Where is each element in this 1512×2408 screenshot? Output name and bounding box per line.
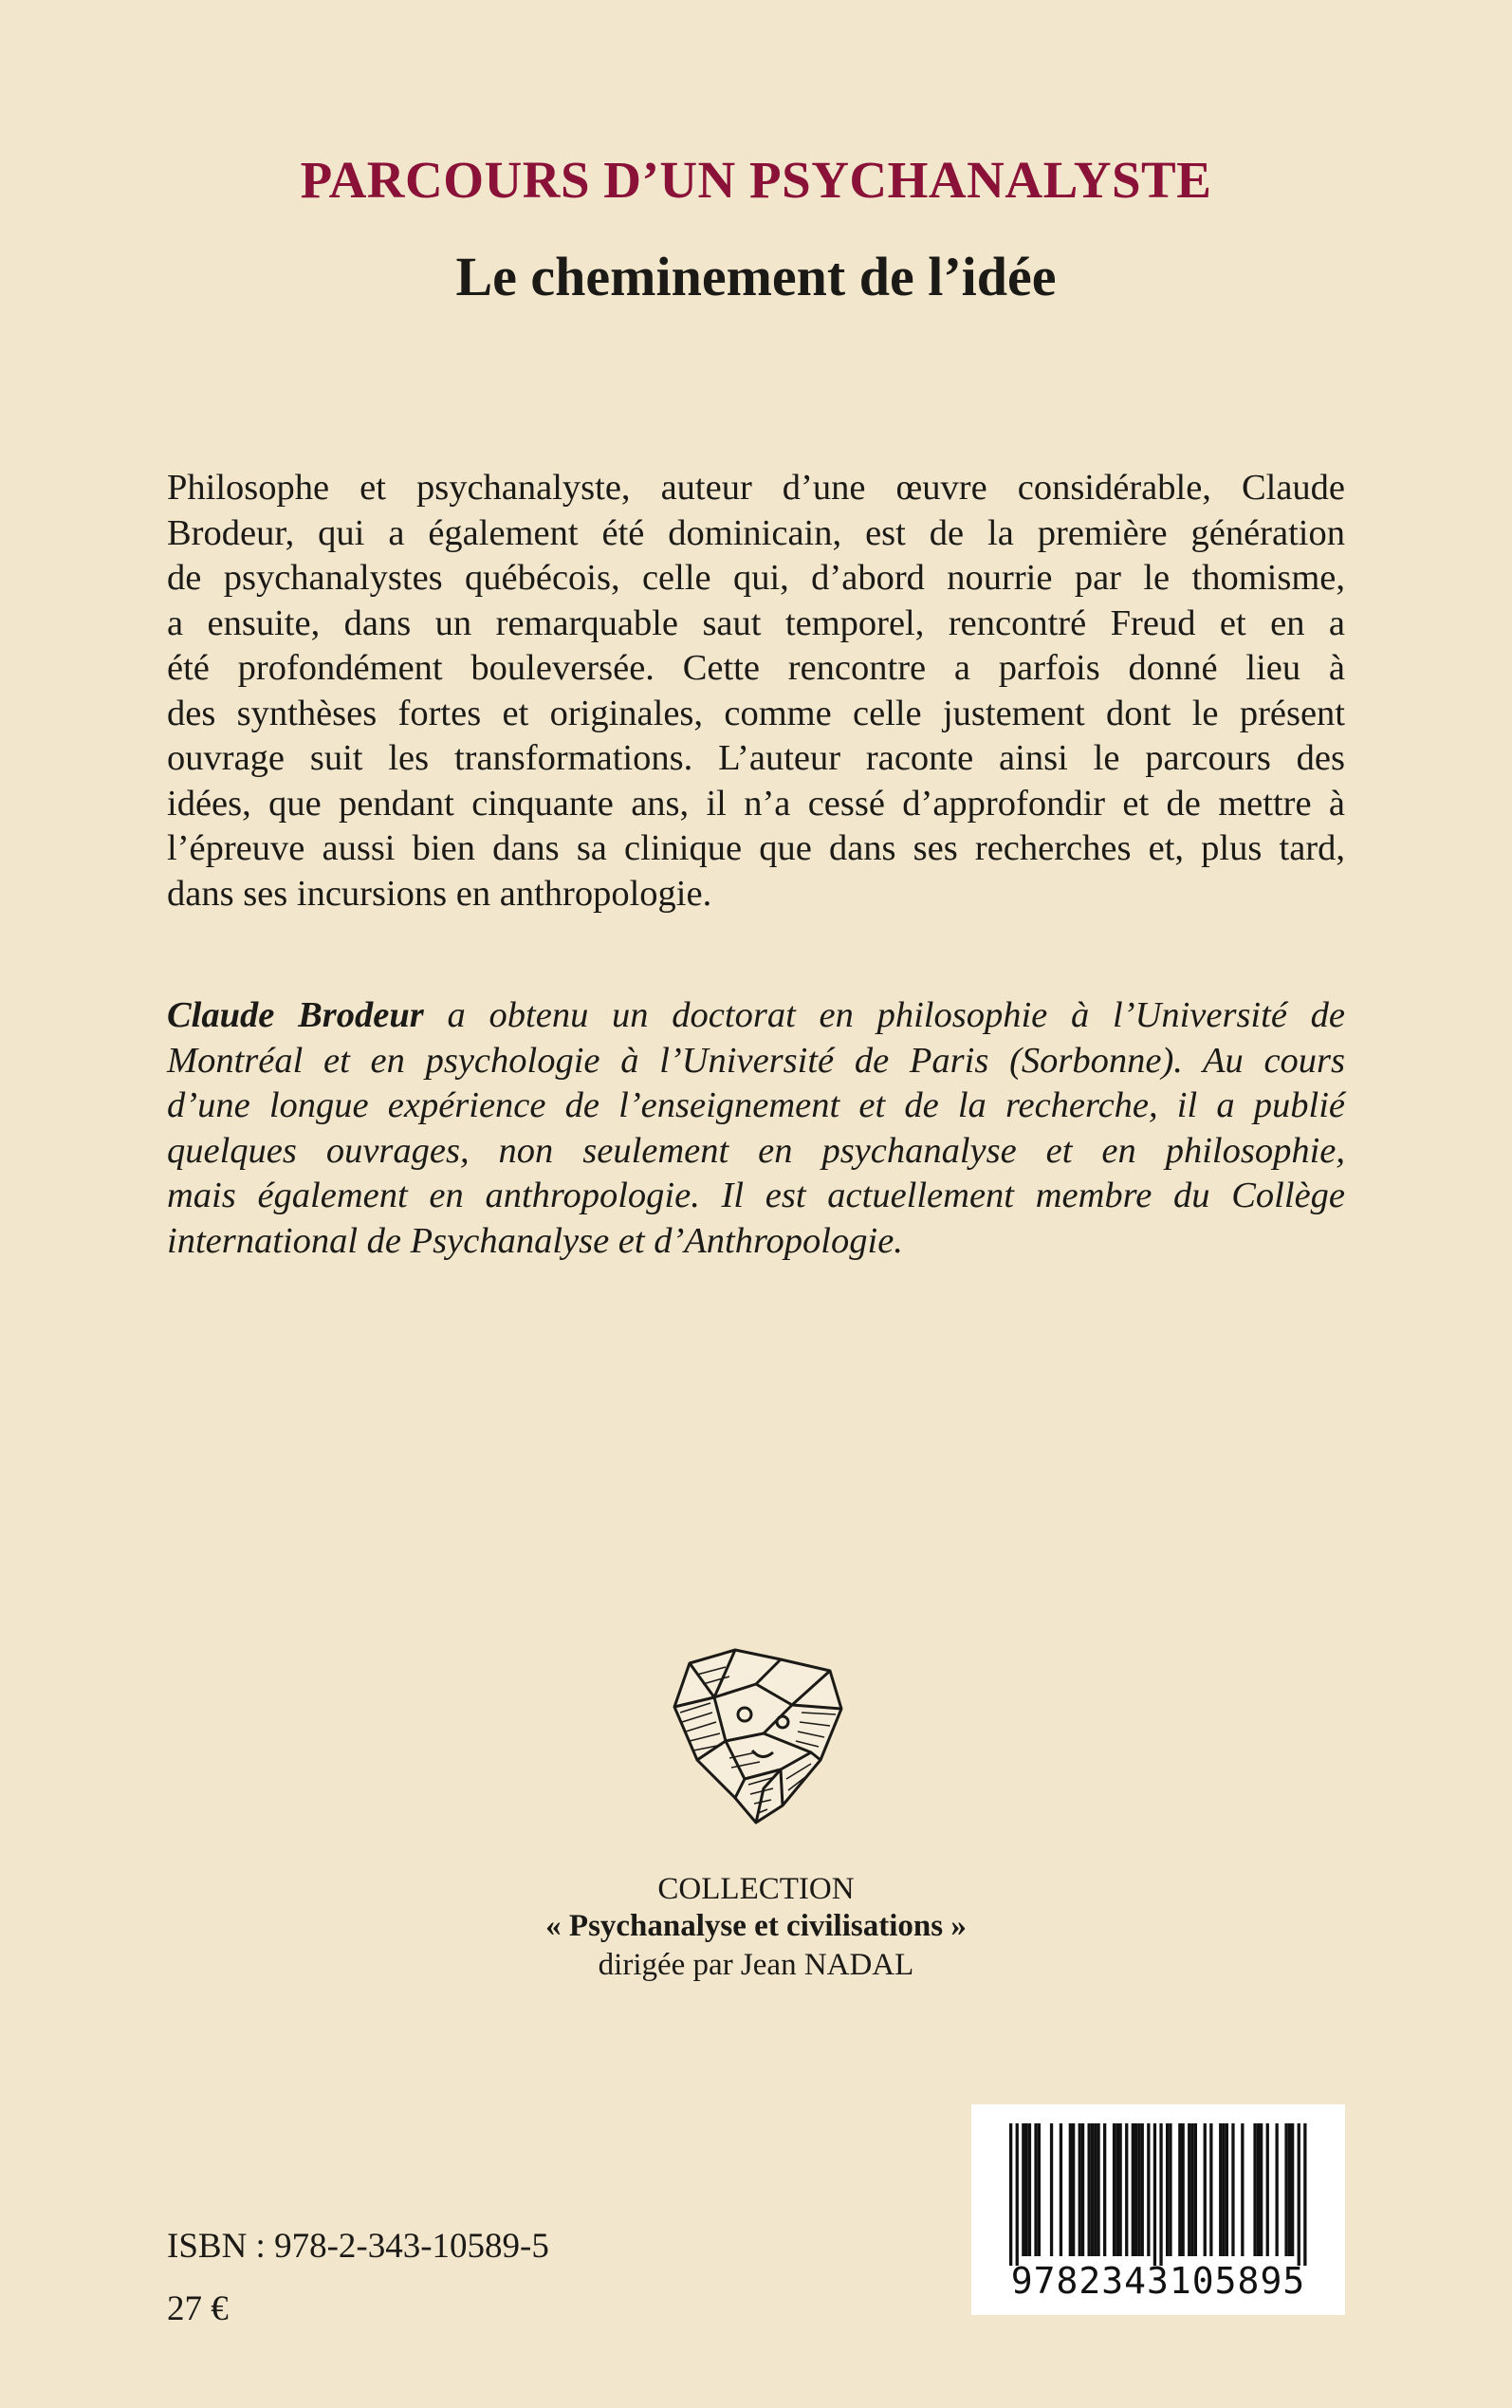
summary-line: de psychanalystes québécois, celle qui, d’abord nourrie par le thomisme, <box>167 558 1345 598</box>
barcode-bar <box>1025 2123 1028 2256</box>
barcode-bar <box>1190 2123 1193 2256</box>
barcode-bar <box>1050 2123 1053 2256</box>
barcode-bar <box>1219 2123 1222 2256</box>
barcode-bar <box>1119 2123 1122 2256</box>
author-bio-paragraph <box>167 993 1345 1264</box>
barcode-bar <box>1016 2123 1019 2266</box>
barcode-bar <box>1253 2123 1256 2256</box>
barcode-bar <box>1284 2123 1287 2256</box>
isbn-text: ISBN : 978-2-343-10589-5 <box>167 2227 549 2266</box>
barcode-bar <box>1091 2123 1094 2256</box>
bio-line: d’une longue expérience de l’enseignement et de la recherche, il a publié <box>167 1085 1345 1125</box>
barcode <box>971 2104 1345 2315</box>
summary-line: l’épreuve aussi bien dans sa clinique que dans ses recherches et, plus tard, <box>167 828 1345 868</box>
barcode-bar <box>1231 2123 1234 2256</box>
summary-line: idées, que pendant cinquante ans, il n’a cessé d’approfondir et de mettre à <box>167 783 1345 824</box>
barcode-bar <box>1147 2123 1150 2256</box>
barcode-bar <box>1257 2123 1260 2256</box>
summary-line: Philosophe et psychanalyste, auteur d’une œuvre considérable, Claude <box>167 468 1345 508</box>
barcode-bar <box>1241 2123 1244 2256</box>
summary-line: dans ses incursions en anthropologie. <box>167 873 712 914</box>
barcode-bar <box>1072 2123 1075 2256</box>
barcode-bar <box>1116 2123 1118 2256</box>
barcode-bar <box>1134 2123 1137 2256</box>
summary-line: ouvrage suit les transformations. L’auteur raconte ainsi le parcours des <box>167 738 1345 778</box>
barcode-bar <box>1088 2123 1091 2256</box>
author-name: Claude Brodeur <box>167 995 424 1035</box>
barcode-bar <box>1276 2123 1279 2256</box>
barcode-bar <box>1038 2123 1041 2256</box>
barcode-bar <box>1022 2123 1024 2256</box>
barcode-bar <box>1060 2123 1062 2256</box>
barcode-bar <box>1188 2123 1190 2256</box>
summary-line: Brodeur, qui a également été dominicain, est de la première génération <box>167 512 1345 553</box>
barcode-bar <box>1153 2123 1156 2266</box>
bio-line: Montréal et en psychologie à l’Université de Paris (Sorbonne). Au cours <box>167 1040 1345 1081</box>
collection-editor: dirigée par Jean NADAL <box>598 1948 914 1982</box>
bio-line: quelques ouvrages, non seulement en psychanalyse et en philosophie, <box>167 1130 1345 1171</box>
barcode-bar <box>1009 2123 1012 2266</box>
barcode-bar <box>1182 2123 1185 2256</box>
barcode-bar <box>1291 2123 1294 2256</box>
barcode-bar <box>1169 2123 1171 2256</box>
barcode-bar <box>1204 2123 1207 2256</box>
publisher-cubist-face-logo-icon <box>669 1646 845 1826</box>
barcode-bar <box>1194 2123 1197 2256</box>
bio-first-line-text: a obtenu un doctorat en philosophie à l’Université de <box>423 995 1345 1035</box>
barcode-bar <box>1260 2123 1263 2256</box>
summary-line: a ensuite, dans un remarquable saut temporel, rencontré Freud et en a <box>167 602 1345 643</box>
barcode-bar <box>1125 2123 1128 2256</box>
barcode-bar <box>1094 2123 1097 2256</box>
barcode-bar <box>1266 2123 1269 2256</box>
summary-line: des synthèses fortes et originales, comme celle justement dont le présent <box>167 693 1345 733</box>
barcode-bar <box>1166 2123 1169 2256</box>
barcode-bar <box>1113 2123 1116 2256</box>
barcode-bar <box>1222 2123 1225 2256</box>
barcode-digits: 9782343105895 <box>1010 2260 1306 2302</box>
barcode-bar <box>1288 2123 1291 2256</box>
barcode-bar <box>1178 2123 1181 2256</box>
barcode-bar <box>1028 2123 1031 2256</box>
barcode-bar <box>1303 2123 1306 2266</box>
bio-line: mais également en anthropologie. Il est actuellement membre du Collège <box>167 1176 1345 1215</box>
bio-line: international de Psychanalyse et d’Anthropologie. <box>167 1220 903 1261</box>
summary-line: été profondément bouleversée. Cette rencontre a parfois donné lieu à <box>167 648 1345 688</box>
barcode-bar <box>1298 2123 1300 2266</box>
collection-name: « Psychanalyse et civilisations » <box>545 1909 967 1943</box>
barcode-bar <box>1097 2123 1099 2256</box>
summary-paragraph <box>167 466 1345 917</box>
price-text: 27 € <box>167 2289 229 2328</box>
barcode-bar <box>1081 2123 1084 2256</box>
bio-line <box>167 993 1345 1039</box>
barcode-bar <box>1034 2123 1037 2256</box>
barcode-bar <box>1159 2123 1162 2266</box>
collection-label: COLLECTION <box>657 1872 855 1906</box>
book-title: PARCOURS D’UN PSYCHANALYSTE <box>300 151 1212 209</box>
barcode-bar <box>1132 2123 1134 2256</box>
barcode-bar <box>1079 2123 1081 2256</box>
book-subtitle: Le cheminement de l’idée <box>455 246 1057 307</box>
barcode-bar <box>1226 2123 1228 2256</box>
barcode-bar <box>1209 2123 1212 2256</box>
barcode-bar <box>1069 2123 1072 2256</box>
barcode-bar <box>1137 2123 1140 2256</box>
barcode-bar <box>1141 2123 1144 2256</box>
barcode-bar <box>1103 2123 1106 2256</box>
